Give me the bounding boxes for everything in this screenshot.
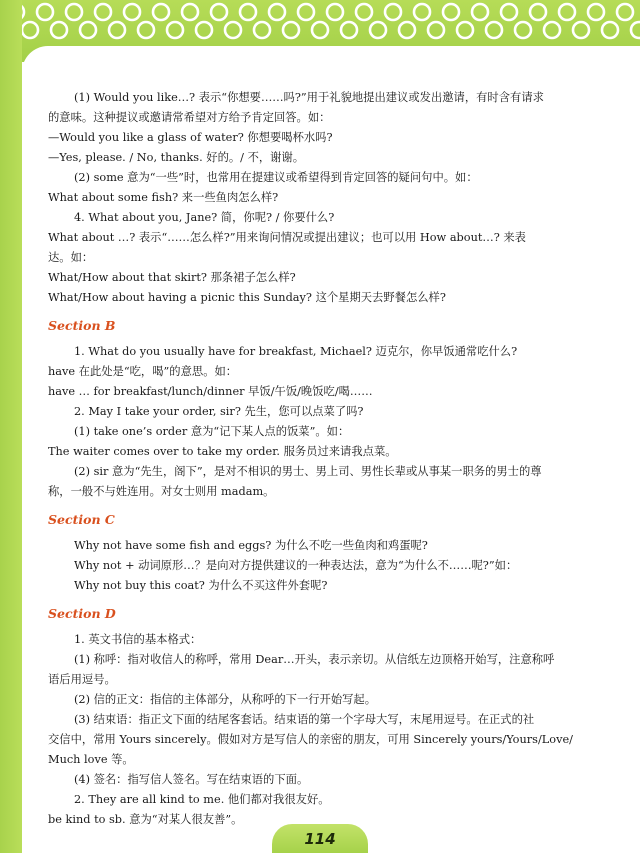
ring-icon: [544, 22, 560, 38]
text-line: 4. What about you, Jane? 简，你呢? / 你要什么?: [74, 211, 335, 224]
section-b-body: [48, 342, 638, 502]
ring-icon: [501, 4, 517, 20]
left-decorative-band: [0, 0, 22, 853]
ring-icon: [385, 4, 401, 20]
ring-icon: [443, 4, 459, 20]
page-number-badge: [272, 824, 368, 853]
text-line: have 在此处是“吃，喝”的意思。如：: [48, 365, 238, 378]
text-line: (2) 信的正文：指信的主体部分，从称呼的下一行开始写起。: [74, 693, 377, 706]
text-line: 的意味。这种提议或邀请常希望对方给予肯定回答。如：: [48, 111, 331, 124]
text-line: What about some fish? 来一些鱼肉怎么样?: [48, 191, 279, 204]
section-a-body: [48, 88, 638, 308]
ring-icon: [399, 22, 415, 38]
text-line: What/How about having a picnic this Sunday? 这个星期天去野餐怎么样?: [48, 291, 446, 304]
text-line: (2) sir 意为“先生，阁下”，是对不相识的男士、男上司、男性长辈或从事某一职务的男士的尊: [74, 465, 542, 478]
text-line: (1) take one’s order 意为“记下某人点的饭菜”。如：: [74, 425, 350, 438]
ring-icon: [22, 22, 38, 38]
text-line: be kind to sb. 意为“对某人很友善”。: [48, 813, 243, 826]
text-line: (2) some 意为“一些”时，也常用在提建议或希望得到肯定回答的疑问句中。如：: [74, 171, 478, 184]
text-line: 1. 英文书信的基本格式：: [74, 633, 202, 646]
ring-icon: [356, 4, 372, 20]
text-line: 称，一般不与姓连用。对女士则用 madam。: [48, 485, 275, 498]
ring-icon: [631, 22, 640, 38]
text-line: —Yes, please. / No, thanks. 好的。/ 不，谢谢。: [48, 151, 305, 164]
ring-icon: [573, 22, 589, 38]
text-line: (3) 结束语：指正文下面的结尾客套话。结束语的第一个字母大写，末尾用逗号。在正式的社: [74, 713, 535, 726]
ring-icon: [414, 4, 430, 20]
text-line: (1) Would you like…? 表示“你想要……吗?”用于礼貌地提出建议或发出邀请，有时含有请求: [74, 91, 544, 104]
ring-icon: [109, 22, 125, 38]
ring-icon: [269, 4, 285, 20]
ring-icon: [51, 22, 67, 38]
ring-icon: [254, 22, 270, 38]
ring-icon: [530, 4, 546, 20]
ring-icon: [225, 22, 241, 38]
section-c-heading: Section C: [48, 512, 115, 527]
text-line: (4) 签名：指写信人签名。写在结束语的下面。: [74, 773, 309, 786]
section-c-body: [48, 536, 638, 596]
section-b-heading: Section B: [48, 318, 116, 333]
ring-icon: [370, 22, 386, 38]
ring-icon: [588, 4, 604, 20]
ring-icon: [211, 4, 227, 20]
text-line: The waiter comes over to take my order. 服务员过来请我点菜。: [48, 445, 397, 458]
ring-icon: [80, 22, 96, 38]
ring-icon: [37, 4, 53, 20]
ring-icon: [559, 4, 575, 20]
page-content: [48, 88, 638, 830]
text-line: What about …? 表示“……怎么样?”用来询问情况或提出建议；也可以用 How about…? 来表: [48, 231, 526, 244]
text-line: 2. May I take your order, sir? 先生，您可以点菜了吗?: [74, 405, 364, 418]
text-line: 交信中，常用 Yours sincerely。假如对方是写信人的亲密的朋友，可用 Sincerely yours/Yours/Love/: [48, 733, 573, 746]
ring-icon: [341, 22, 357, 38]
section-d-heading: Section D: [48, 606, 116, 621]
ring-icon: [124, 4, 140, 20]
page-number: 114: [304, 830, 336, 848]
ring-icon: [486, 22, 502, 38]
ring-icon: [66, 4, 82, 20]
ring-icon: [153, 4, 169, 20]
text-line: (1) 称呼：指对收信人的称呼，常用 Dear…开头，表示亲切。从信纸左边顶格开始写，注意称呼: [74, 653, 555, 666]
text-line: 2. They are all kind to me. 他们都对我很友好。: [74, 793, 330, 806]
ring-icon: [240, 4, 256, 20]
ring-icon: [515, 22, 531, 38]
text-line: Why not + 动词原形…？是向对方提供建议的一种表达法，意为“为什么不……呢?”如：: [74, 559, 518, 572]
ring-icon: [428, 22, 444, 38]
ring-icon: [138, 22, 154, 38]
ring-icon: [312, 22, 328, 38]
ring-icon: [327, 4, 343, 20]
ring-icon: [457, 22, 473, 38]
ring-icon: [167, 22, 183, 38]
text-line: Why not buy this coat? 为什么不买这件外套呢?: [74, 579, 328, 592]
ring-icon: [283, 22, 299, 38]
ring-icon: [182, 4, 198, 20]
text-line: 1. What do you usually have for breakfast, Michael? 迈克尔，你早饭通常吃什么?: [74, 345, 518, 358]
text-line: have … for breakfast/lunch/dinner 早饭/午饭/晚饭吃/喝……: [48, 385, 373, 398]
ring-icon: [602, 22, 618, 38]
text-line: 达。如：: [48, 251, 94, 264]
ring-icon: [472, 4, 488, 20]
section-d-body: [48, 630, 638, 830]
text-line: 语后用逗号。: [48, 673, 116, 686]
ring-icon: [196, 22, 212, 38]
ring-icon: [95, 4, 111, 20]
ring-icon: [617, 4, 633, 20]
text-line: What/How about that skirt? 那条裙子怎么样?: [48, 271, 296, 284]
text-line: —Would you like a glass of water? 你想要喝杯水吗?: [48, 131, 333, 144]
text-line: Much love 等。: [48, 753, 134, 766]
text-line: Why not have some fish and eggs? 为什么不吃一些鱼肉和鸡蛋呢?: [74, 539, 428, 552]
ring-icon: [298, 4, 314, 20]
